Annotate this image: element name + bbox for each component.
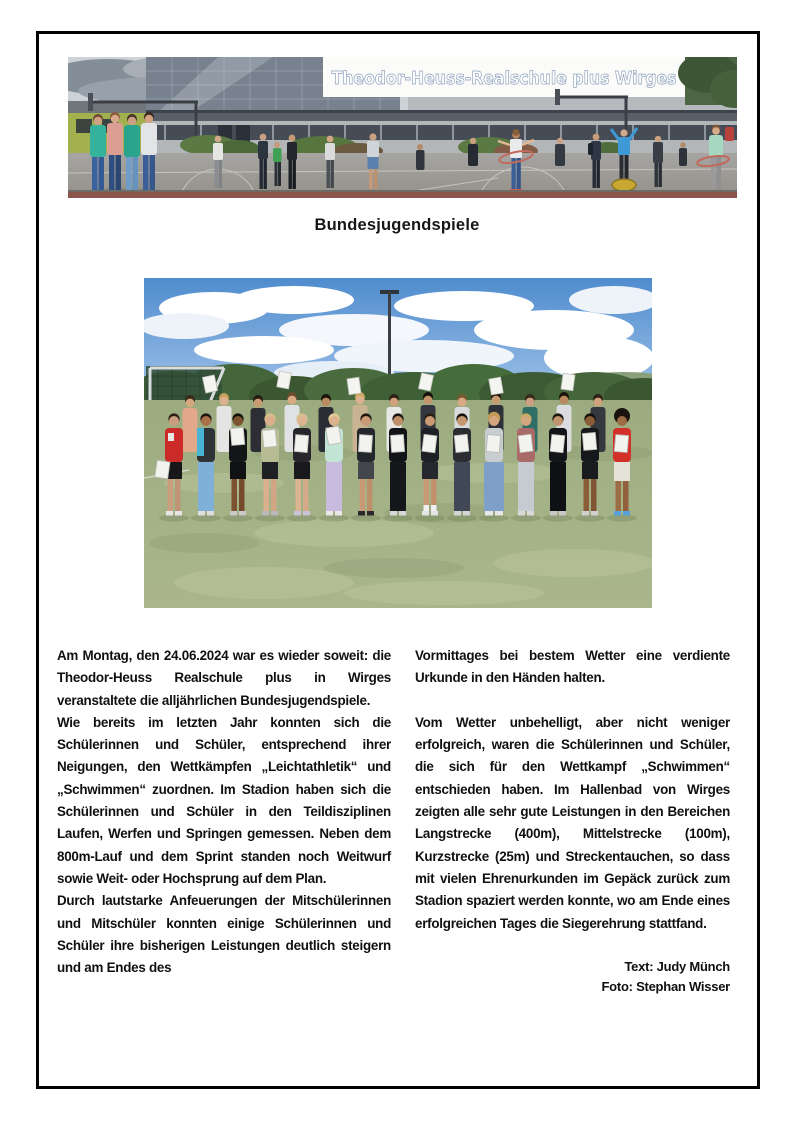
group-photo bbox=[144, 278, 652, 608]
paragraph-stadion: Wie bereits im letzten Jahr konnten sich die Schülerinnen und Schüler, entsprechend ihrer Neigungen, den Wettkämpfen „Leichtathletik“ und „Schwimmen“ zuordnen. Im Stadion haben sich die Schülerinnen und Schüler in den Teildisziplinen Laufen, Werfen und Springen gemessen. Neben dem 800m-Lauf und dem Sprint standen noch Weitwurf sowie Weit- oder Hochsprung auf dem Plan. bbox=[57, 714, 391, 886]
credit-photo-author: Foto: Stephan Wisser bbox=[601, 979, 730, 995]
article-title: Bundesjugendspiele bbox=[314, 216, 480, 234]
paragraph-anfeuerung: Durch lautstarke Anfeuerungen der Mitschülerinnen und Mitschüler konnten einige Schülerinnen und Schüler ihre bisherigen Leistungen deutlich steigern und am Endes des bbox=[57, 893, 391, 976]
schoolyard-photo-illustration bbox=[68, 57, 737, 198]
paragraph-schwimmen: Vom Wetter unbehelligt, aber nicht weniger erfolgreich, waren die Schülerinnen und Schüler, die sich für den Wettkampf „Schwimmen“ entschieden haben. Im Hallenbad von Wirges zeigten alle sehr gute Leistungen in den Bereichen Langstrecke (400m), Mittelstrecke (100m), Kurzstrecke (25m) und Streckentauchen, so dass mit vielen Ehrenurkunden im Gepäck zurück zum Stadion spaziert werden konnte, wo am Ende eines erfolgreichen Tages die Siegerehrung stattfand. bbox=[415, 714, 730, 931]
credit-text-author: Text: Judy Münch bbox=[624, 959, 730, 975]
article-column-left bbox=[57, 645, 391, 979]
header-photo bbox=[68, 57, 737, 198]
article-column-right bbox=[415, 645, 730, 997]
paragraph-urkunde: Vormittages bei bestem Wetter eine verdiente Urkunde in den Händen halten. bbox=[415, 648, 730, 686]
school-name-text: Theodor-Heuss-Realschule plus Wirges bbox=[331, 68, 677, 89]
group-photo-illustration bbox=[144, 278, 652, 608]
credits bbox=[415, 957, 730, 997]
paragraph-intro: Am Montag, den 24.06.2024 war es wieder soweit: die Theodor-Heuss Realschule plus in Wirges veranstaltete die alljährlichen Bundesjugendspiele. bbox=[57, 648, 391, 708]
